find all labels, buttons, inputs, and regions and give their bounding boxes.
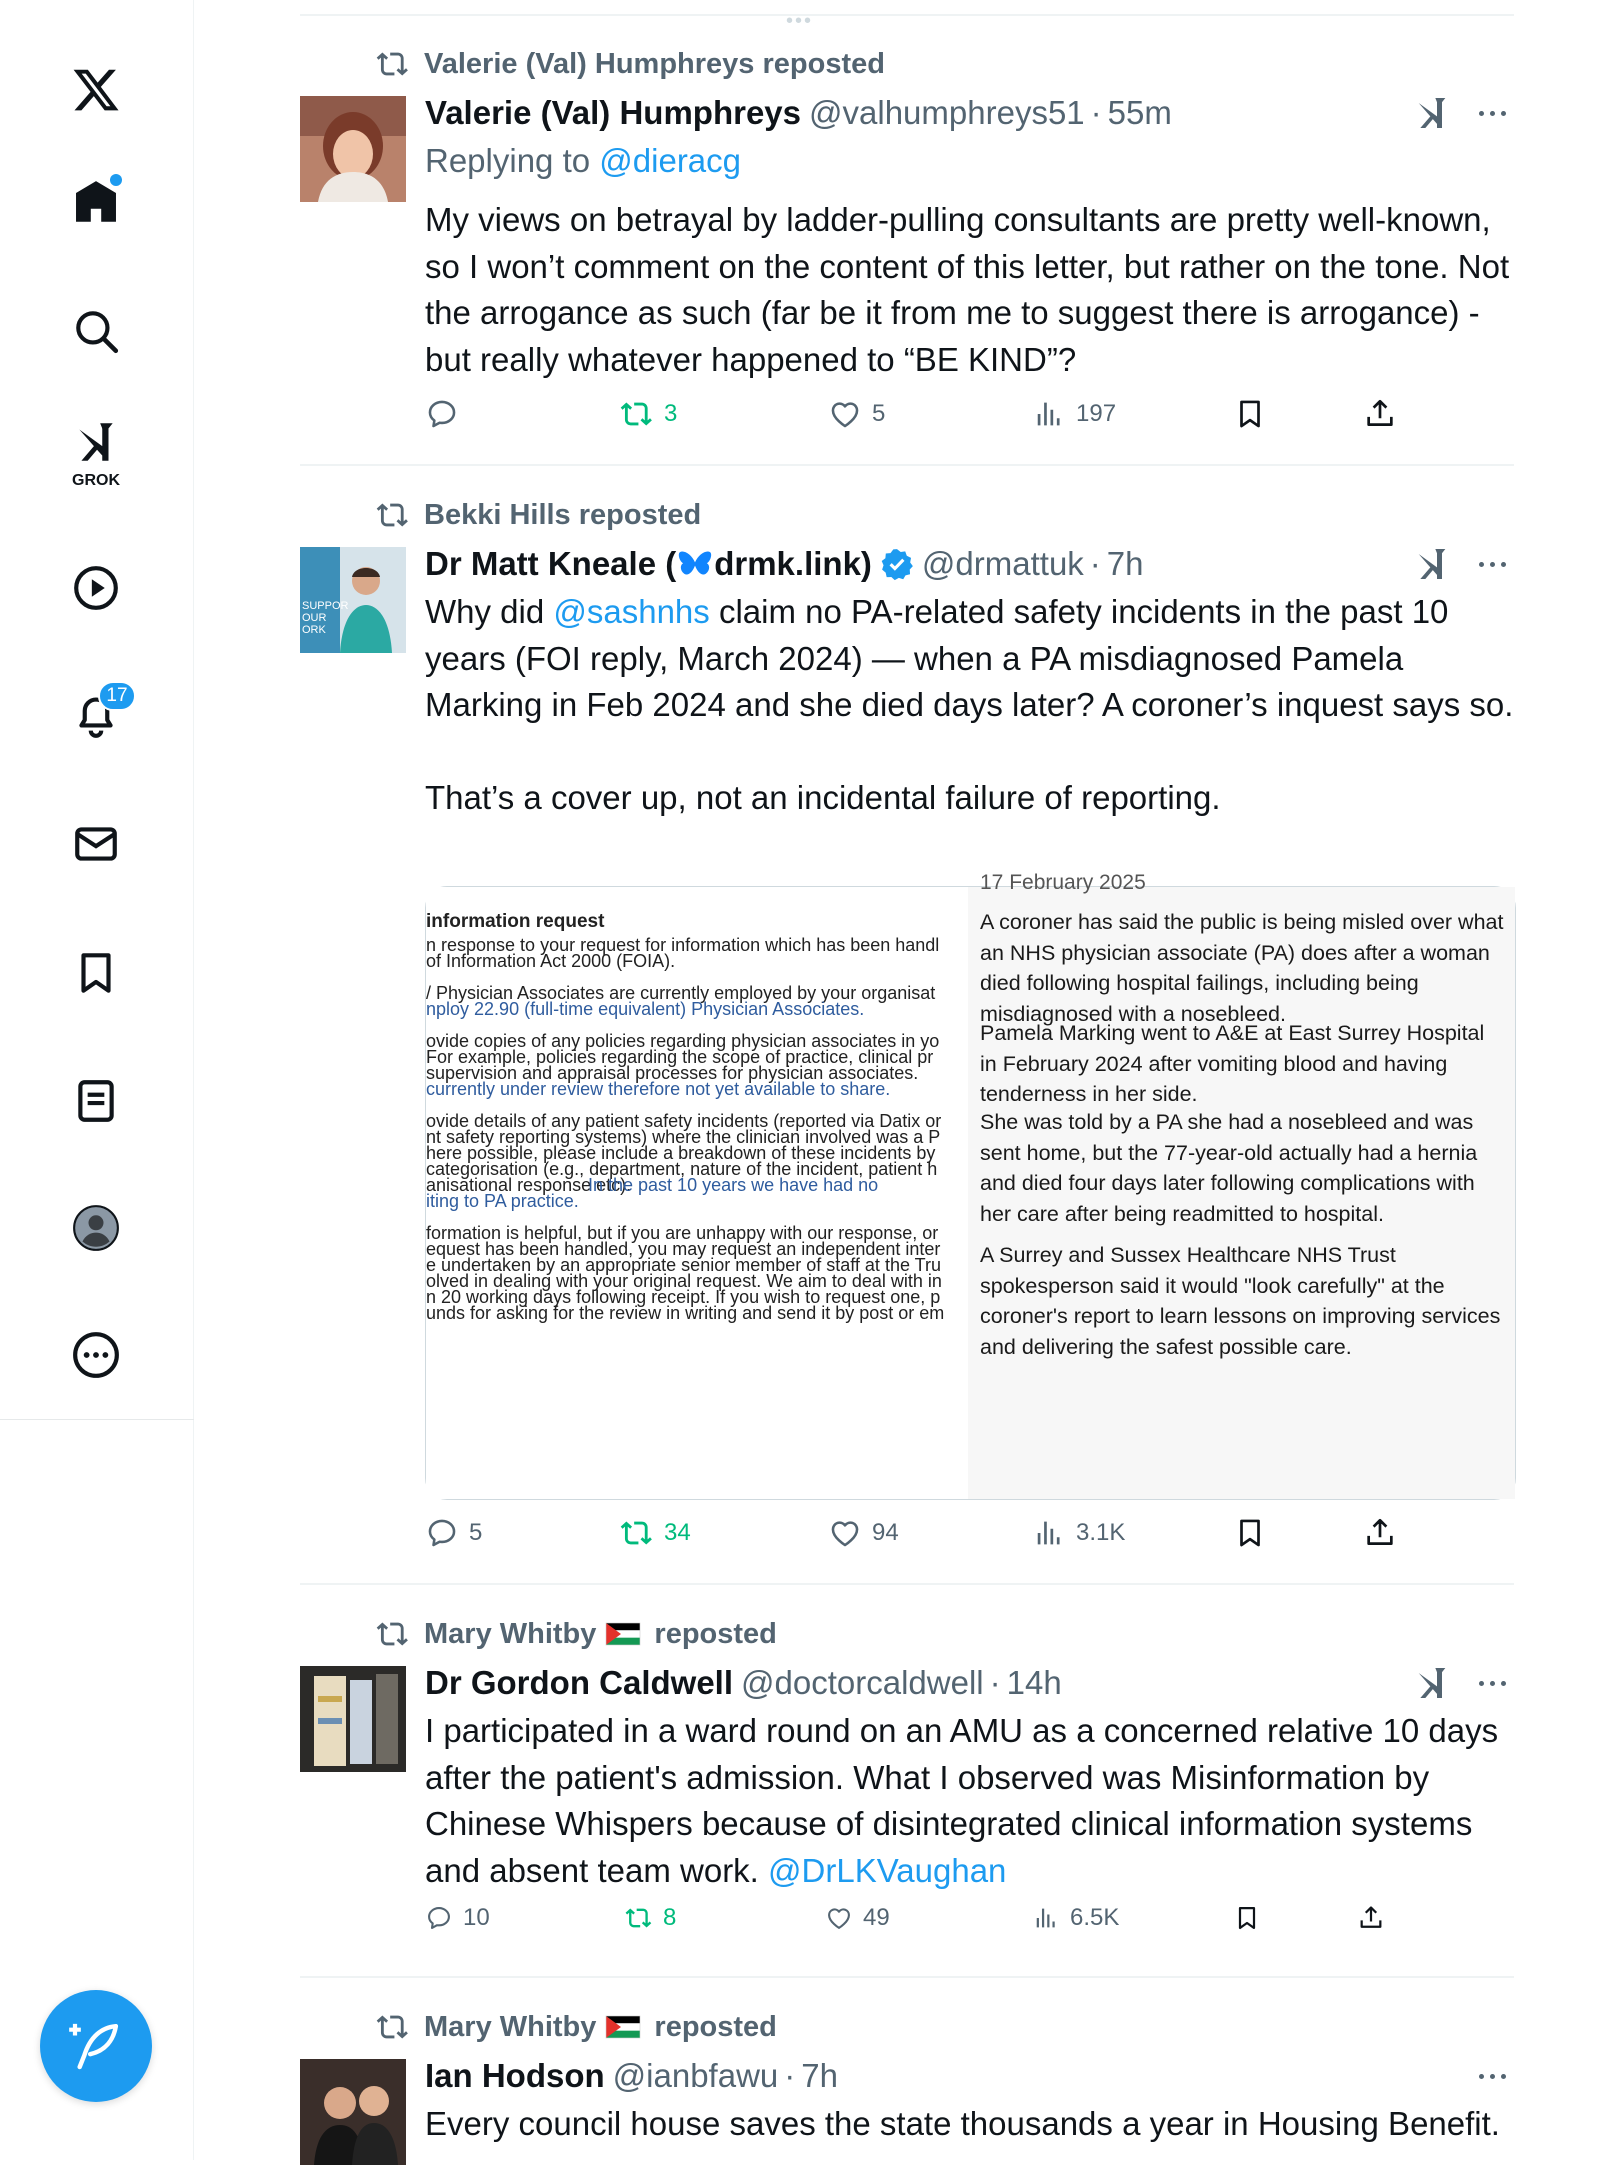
sidebar <box>0 0 194 2160</box>
avatar-image <box>300 96 406 202</box>
home-unread-dot <box>110 174 122 186</box>
avatar-image <box>300 2059 406 2165</box>
grok-label: GROK <box>72 472 120 489</box>
repost-context-name[interactable]: Mary Whitby <box>424 2010 597 2043</box>
tweet-actions <box>425 397 1425 441</box>
view-count: 3.1K <box>1076 1519 1126 1546</box>
tweet-text-second-paragraph: That’s a cover up, not an incidental failure of reporting. <box>425 779 1221 816</box>
search-icon <box>71 306 121 356</box>
bookmarks-icon <box>71 948 121 998</box>
more-options-icon[interactable] <box>1472 1663 1512 1703</box>
like-count: 49 <box>863 1904 890 1931</box>
foi-document-screenshot <box>426 887 968 1499</box>
news-article-screenshot <box>968 871 1515 1499</box>
timeline <box>300 0 1514 2160</box>
bookmark-icon <box>1233 1904 1261 1932</box>
palestine-flag-icon <box>606 2010 640 2044</box>
heart-icon <box>828 1516 862 1550</box>
separator-dot: · <box>989 1664 1001 1701</box>
nav-grok[interactable] <box>56 412 136 492</box>
tweet-divider <box>300 1976 1514 1978</box>
palestine-flag-icon <box>606 1617 640 1651</box>
document-line: formation is helpful, but if you are unhappy with our response, or <box>426 1223 939 1243</box>
svg-text:OUR: OUR <box>302 612 327 624</box>
document-line: iting to PA practice. <box>426 1191 579 1211</box>
share-icon <box>1363 397 1397 431</box>
tweet-3[interactable] <box>300 1614 1514 1978</box>
bookmark-icon <box>1233 397 1267 431</box>
nav-notifications[interactable] <box>56 675 136 755</box>
like-button[interactable] <box>825 1904 890 1932</box>
document-line: For example, policies regarding the scope of practice, clinical pr <box>426 1047 934 1067</box>
document-line: ovide copies of any policies regarding physician associates in yo <box>426 1031 940 1051</box>
views-icon <box>1032 1904 1060 1932</box>
verified-badge-icon <box>880 547 914 581</box>
reply-count: 10 <box>463 1904 490 1931</box>
separator-dot: · <box>1089 545 1101 582</box>
tweet-2[interactable] <box>300 495 1514 1585</box>
author-name[interactable]: Ian Hodson <box>425 2057 605 2094</box>
document-line: information request <box>426 911 605 932</box>
x-logo-icon <box>71 65 121 115</box>
document-line: supervision and appraisal processes for physician associates. <box>426 1063 919 1083</box>
repost-icon <box>625 1904 653 1932</box>
tweet-header <box>425 542 1144 586</box>
grok-icon[interactable] <box>1412 93 1452 133</box>
nav-lists[interactable] <box>56 1061 136 1141</box>
lists-icon <box>71 1076 121 1126</box>
timestamp[interactable]: 7h <box>1106 545 1144 582</box>
sidebar-divider <box>0 1419 194 1420</box>
repost-context <box>376 1614 777 1654</box>
tweet-1[interactable] <box>300 44 1514 466</box>
pull-indicator: ••• <box>786 10 814 32</box>
document-line: unds for asking for the review in writing and send it by post or em <box>426 1303 945 1323</box>
avatar[interactable] <box>300 1666 406 1772</box>
document-line: categorisation (e.g., department, nature of the incident, patient h <box>426 1159 938 1179</box>
author-handle[interactable]: @ianbfawu <box>612 2057 779 2094</box>
mention-link[interactable]: @DrLKVaughan <box>768 1851 1007 1889</box>
document-line: e undertaken by an appropriate senior member of staff at the Tru <box>426 1255 941 1275</box>
repost-button[interactable] <box>625 1904 676 1932</box>
tweet-media-image[interactable] <box>425 871 1516 1500</box>
nav-home[interactable] <box>56 162 136 242</box>
tweet-header <box>425 1661 1062 1705</box>
repost-context-name[interactable]: Mary Whitby <box>424 1617 597 1650</box>
more-options-icon[interactable] <box>1472 2056 1512 2096</box>
repost-button[interactable] <box>620 1516 691 1550</box>
replying-to <box>425 142 741 180</box>
tweet-text-content: Every council house saves the state thousands a year in Housing Benefit. <box>425 2105 1500 2142</box>
views-button[interactable] <box>1032 397 1116 431</box>
tweet-divider <box>300 1583 1514 1585</box>
share-icon <box>1363 1516 1397 1550</box>
tweet-text <box>425 589 1514 822</box>
avatar[interactable] <box>300 96 406 202</box>
document-line: olved in dealing with your original request. We aim to deal with in <box>426 1271 942 1291</box>
like-count: 5 <box>872 400 886 427</box>
repost-count: 34 <box>664 1519 691 1546</box>
article-paragraph: A coroner has said the public is being misled over what an NHS physician associate (PA) does after a woman died following hospital failings, including being misdiagnosed with a nosebleed. <box>980 910 1504 1026</box>
nav-messages[interactable] <box>56 804 136 884</box>
reply-icon <box>425 1904 453 1932</box>
document-line: In the past 10 years we have had no <box>588 1175 879 1195</box>
tweet-header <box>425 91 1172 135</box>
nav-video[interactable] <box>56 548 136 628</box>
bookmark-button[interactable] <box>1233 397 1277 431</box>
tweet-text-content <box>425 589 1514 729</box>
reply-icon <box>425 1516 459 1550</box>
grok-icon[interactable] <box>1412 544 1452 584</box>
share-button[interactable] <box>1357 1904 1395 1932</box>
document-line: currently under review therefore not yet available to share. <box>426 1079 891 1099</box>
article-paragraph: A Surrey and Sussex Healthcare NHS Trust spokesperson said it would "look carefully" at the coroner's report to learn lessons on improving services and delivering the safest possible care. <box>980 1243 1501 1359</box>
more-options-icon[interactable] <box>1472 544 1512 584</box>
view-count: 197 <box>1076 400 1117 427</box>
tweet-header <box>425 2054 838 2098</box>
heart-icon <box>828 397 862 431</box>
repost-context-suffix: reposted <box>654 2010 777 2043</box>
bookmark-button[interactable] <box>1233 1904 1271 1932</box>
more-options-icon[interactable] <box>1472 93 1512 133</box>
svg-text:SUPPOR: SUPPOR <box>302 600 349 612</box>
replying-to-mention[interactable]: @dieracg <box>599 142 742 179</box>
article-paragraph: She was told by a PA she had a nosebleed and was sent home, but the 77-year-old actually had a hernia and died four days later following complications with her care after being readmitted to hospital. <box>980 1110 1478 1226</box>
repost-context-suffix: reposted <box>654 1617 777 1650</box>
avatar-image <box>300 547 406 653</box>
tweet-actions <box>425 1516 1425 1560</box>
avatar-image <box>300 1666 406 1772</box>
notifications-badge: 17 <box>98 681 136 711</box>
timestamp[interactable]: 7h <box>801 2057 838 2094</box>
author-handle[interactable]: @valhumphreys51 <box>809 94 1085 131</box>
reply-button[interactable] <box>425 1516 482 1550</box>
document-line: anisational response etc). <box>426 1175 632 1195</box>
compose-button[interactable] <box>40 1990 152 2102</box>
document-line: ovide details of any patient safety incidents (reported via Datix or <box>426 1111 942 1131</box>
author-name-part-2[interactable]: drmk.link) <box>714 545 872 582</box>
tweet-text-post: claim no PA-related safety incidents in the past 10 years (FOI reply, March 2024) — when a PA misdiagnosed Pamela Marking in Feb 2024 and she died days later? A coroner’s inquest says so. <box>425 593 1514 723</box>
nav-more[interactable] <box>56 1315 136 1395</box>
repost-icon <box>376 498 410 532</box>
nav-profile[interactable] <box>56 1188 136 1268</box>
article-date: 17 February 2025 <box>980 871 1146 894</box>
avatar[interactable] <box>300 547 406 653</box>
tweet-4[interactable] <box>300 2007 1514 2167</box>
mention-link[interactable]: @sashnhs <box>553 593 710 630</box>
tweet-text-pre: Why did <box>425 593 554 630</box>
bookmark-icon <box>1233 1516 1267 1550</box>
document-line: / Physician Associates are currently employed by your organisat <box>426 983 936 1003</box>
messages-icon <box>71 819 121 869</box>
repost-icon <box>376 2010 410 2044</box>
grok-icon[interactable] <box>1412 1663 1452 1703</box>
views-button[interactable] <box>1032 1516 1125 1550</box>
document-line: here possible, please include a breakdown of these incidents by <box>426 1143 936 1163</box>
like-count: 94 <box>872 1519 899 1546</box>
repost-icon <box>376 1617 410 1651</box>
repost-context-label[interactable]: Valerie (Val) Humphreys reposted <box>424 47 885 80</box>
nav-bookmarks[interactable] <box>56 933 136 1013</box>
more-icon <box>71 1330 121 1380</box>
nav-search[interactable] <box>56 291 136 371</box>
share-icon <box>1357 1904 1385 1932</box>
reply-button[interactable] <box>425 1904 490 1932</box>
document-line: of Information Act 2000 (FOIA). <box>426 951 676 971</box>
repost-count: 8 <box>663 1904 677 1931</box>
like-button[interactable] <box>828 397 885 431</box>
document-line: n 20 working days following receipt. If you wish to request one, p <box>426 1287 941 1307</box>
repost-button[interactable] <box>620 397 677 431</box>
reply-button[interactable] <box>425 397 469 431</box>
views-button[interactable] <box>1032 1904 1119 1932</box>
author-name[interactable]: Valerie (Val) Humphreys <box>425 94 802 131</box>
document-line: n response to your request for information which has been handl <box>426 935 940 955</box>
separator-dot: · <box>784 2057 796 2094</box>
timestamp[interactable]: 55m <box>1107 94 1172 131</box>
bookmark-button[interactable] <box>1233 1516 1277 1550</box>
author-name-part-1[interactable]: Dr Matt Kneale ( <box>425 545 677 582</box>
document-line: nploy 22.90 (full-time equivalent) Physician Associates. <box>426 999 865 1019</box>
article-paragraph: Pamela Marking went to A&E at East Surrey Hospital in February 2024 after vomiting blood and having tenderness in her side. <box>980 1021 1485 1106</box>
author-handle[interactable]: @drmattuk <box>921 545 1084 582</box>
svg-text:ORK: ORK <box>302 624 326 636</box>
tweet-text <box>425 2101 1514 2148</box>
repost-icon <box>620 397 654 431</box>
reply-count: 5 <box>469 1519 483 1546</box>
timeline-top-divider <box>300 14 1514 16</box>
tweet-text-content: My views on betrayal by ladder-pulling consultants are pretty well-known, so I won’t comment on the content of this letter, but rather on the tone. Not the arrogance as such (far be it from me to suggest there is arrogance) - but really whatever happened to “BE KIND”? <box>425 201 1510 378</box>
document-line: equest has been handled, you may request an independent inter <box>426 1239 941 1259</box>
views-icon <box>1032 397 1066 431</box>
author-handle[interactable]: @doctorcaldwell <box>741 1664 984 1701</box>
tweet-text-content <box>425 1708 1514 1894</box>
repost-context <box>376 44 885 84</box>
repost-icon <box>620 1516 654 1550</box>
tweet-divider <box>300 464 1514 466</box>
compose-icon <box>68 2018 124 2074</box>
share-button[interactable] <box>1363 397 1407 431</box>
reply-icon <box>425 397 459 431</box>
tweet-text-main: I participated in a ward round on an AMU as a concerned relative 10 days after the patient's admission. What I observed was Misinformation by Chinese Whispers because of disintegrated clinical information systems and absent team work. <box>425 1712 1499 1889</box>
views-icon <box>1032 1516 1066 1550</box>
heart-icon <box>825 1904 853 1932</box>
separator-dot: · <box>1090 94 1102 131</box>
avatar[interactable] <box>300 2059 406 2165</box>
timestamp[interactable]: 14h <box>1006 1664 1062 1701</box>
like-button[interactable] <box>828 1516 899 1550</box>
repost-context <box>376 495 701 535</box>
butterfly-icon <box>676 545 714 583</box>
profile-icon <box>71 1203 121 1253</box>
replying-to-prefix: Replying to <box>425 142 591 179</box>
document-line: nt safety reporting systems) where the clinician involved was a P <box>426 1127 941 1147</box>
grok-icon <box>71 417 121 467</box>
repost-count: 3 <box>664 400 678 427</box>
repost-icon <box>376 47 410 81</box>
repost-context <box>376 2007 777 2047</box>
tweet-actions <box>425 1904 1425 1948</box>
tweet-text <box>425 197 1514 383</box>
author-name[interactable]: Dr Gordon Caldwell <box>425 1664 734 1701</box>
tweet-text <box>425 1708 1514 1894</box>
repost-context-label[interactable]: Bekki Hills reposted <box>424 498 702 531</box>
share-button[interactable] <box>1363 1516 1407 1550</box>
x-logo-icon[interactable] <box>56 50 136 130</box>
view-count: 6.5K <box>1070 1904 1120 1931</box>
video-icon <box>71 563 121 613</box>
